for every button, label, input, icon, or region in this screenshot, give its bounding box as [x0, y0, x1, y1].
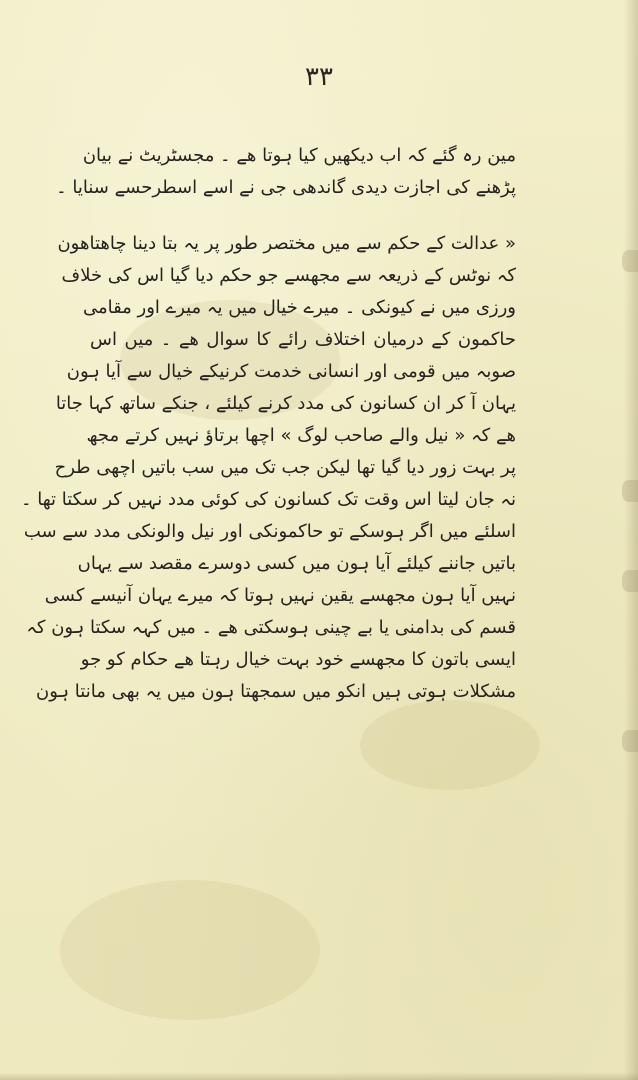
page-bottom-edge — [0, 1072, 638, 1080]
text-line: حاکمون کے درمیان اختلاف رائے کا سوال ھے ۔ میں اس — [90, 329, 516, 350]
text-line: یہان آ کر ان کسانون کی مدد کرنے کیلئے ، جنکے ساتھ کہا جاتا — [55, 393, 516, 414]
text-line: نہ جان لیتا اس وقت تک کسانون کی کوئی مدد نہیں کر سکتا تھا ۔ — [20, 489, 516, 510]
page-edge-shadow — [624, 0, 638, 1080]
text-line: باتیں جاننے کیلئے آیا ہون میں کسی دوسرے مقصد سے یہاں — [77, 553, 516, 574]
page-number: ۳۳ — [305, 62, 333, 92]
text-line: صوبہ میں قومی اور انسانی خدمت کرنیکے خیال سے آیا ہون — [66, 361, 516, 382]
text-line: پڑھنے کی اجازت دیدی گاندھی جی نے اسے اسطرحسے سنایا ۔ — [56, 177, 516, 198]
paragraph-2 — [20, 228, 516, 708]
text-line: ایسی باتون کا مجھسے خود بہت خیال رہتا ھے حکام کو جو — [80, 649, 516, 670]
text-line: « عدالت کے حکم سے میں مختصر طور پر یہ بتا دینا چاھتاھون — [57, 233, 516, 254]
text-line: مین رہ گئے کہ اب دیکھیں کیا ہوتا ھے ۔ مجسٹریٹ نے بیان — [82, 145, 516, 166]
text-line: قسم کی بدامنی یا بے چینی ہوسکتی ھے ۔ میں کہہ سکتا ہون کہ — [26, 617, 516, 638]
text-line: اسلئے میں اگر ہوسکے تو حاکمونکی اور نیل والونکی مدد سے سب — [23, 521, 516, 542]
text-line: کہ نوٹس کے ذریعہ سے مجھسے جو حکم دیا گیا اس کی خلاف — [61, 265, 516, 286]
text-line: پر بہت زور دیا گیا تھا لیکن جب تک میں سب باتیں اچھی طرح — [54, 457, 516, 478]
paper-stain — [360, 700, 540, 790]
text-line: نہیں آیا ہون مجھسے یقین نہیں ہوتا کہ میرے یہان آنیسے کسی — [44, 585, 516, 606]
paragraph-1 — [56, 140, 516, 204]
text-line: ھے کہ « نیل والے صاحب لوگ » اچھا برتاؤ نہیں کرتے مجھ — [86, 425, 516, 446]
text-line: ورزی میں نے کیونکی ۔ میرے خیال میں یہ میرے اور مقامی — [82, 297, 516, 318]
paper-stain — [60, 880, 320, 1020]
text-line: مشکلات ہوتی ہیں انکو میں سمجھتا ہون میں یہ بھی مانتا ہون — [36, 681, 516, 702]
